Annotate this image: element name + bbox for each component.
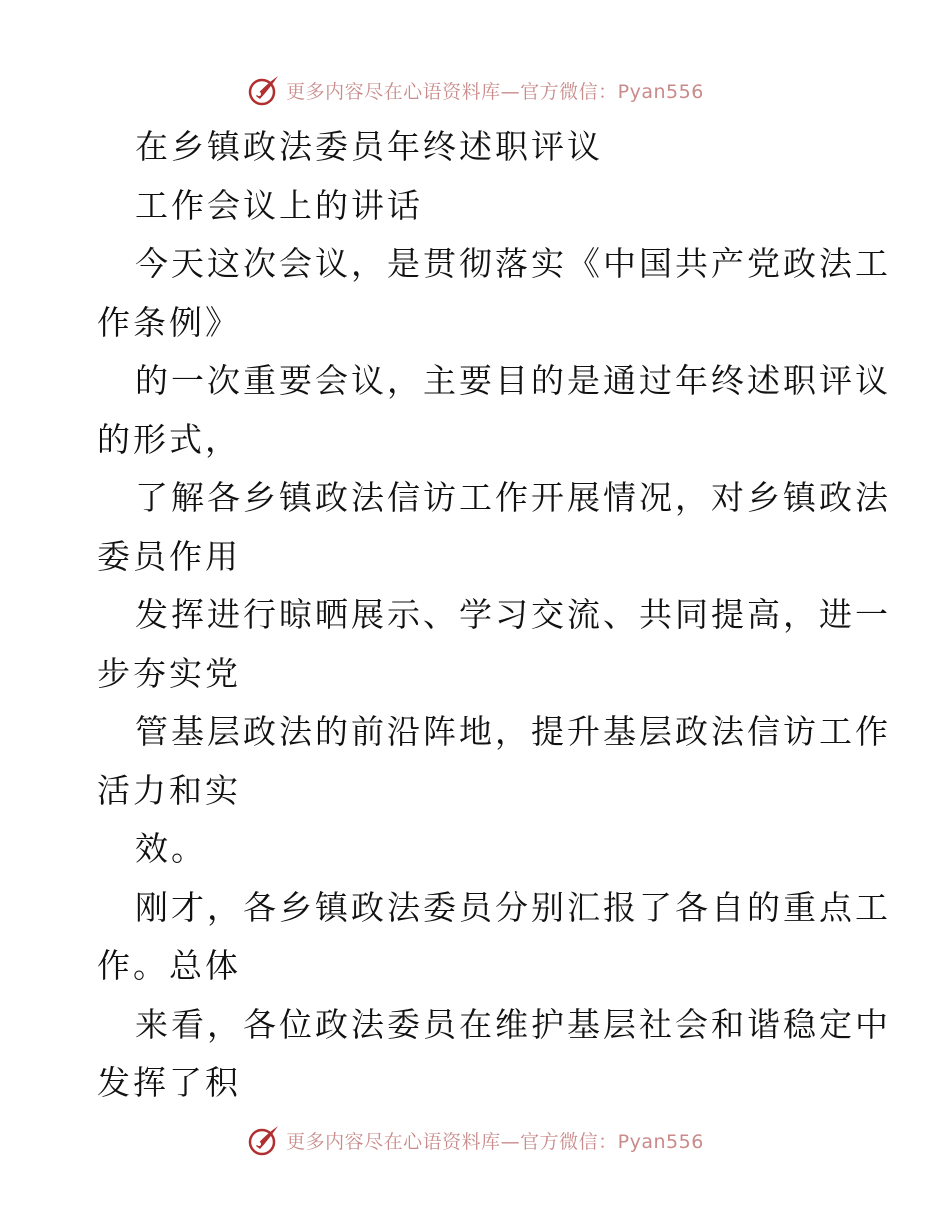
text-line: 管基层政法的前沿阵地，提升基层政法信访工作	[135, 712, 891, 751]
text-line: 发挥进行晾晒展示、学习交流、共同提高，进一	[135, 595, 891, 634]
text-line: 刚才，各乡镇政法委员分别汇报了各自的重点工	[135, 887, 891, 927]
document-body	[97, 118, 891, 1113]
text-line: 来看，各位政法委员在维护基层社会和谐稳定中	[135, 1004, 891, 1044]
text-line: 了解各乡镇政法信访工作开展情况，对乡镇政法	[135, 478, 891, 517]
text-line: 在乡镇政法委员年终述职评议	[135, 127, 603, 166]
text-line: 效。	[135, 829, 207, 868]
header-watermark	[0, 70, 950, 110]
quill-logo-icon	[246, 72, 282, 108]
watermark-text: 更多内容尽在心语资料库—官方微信：Pyan556	[286, 1130, 704, 1153]
text-line: 发挥了积	[97, 1063, 241, 1102]
text-line: 作条例》	[97, 302, 241, 342]
text-line: 的形式，	[97, 419, 241, 459]
text-line: 的一次重要会议，主要目的是通过年终述职评议	[135, 361, 891, 400]
text-line: 步夯实党	[97, 653, 241, 693]
text-line: 今天这次会议，是贯彻落实《中国共产党政法工	[135, 244, 891, 283]
quill-logo-icon	[246, 1122, 282, 1158]
text-line: 委员作用	[97, 536, 241, 576]
text-line: 工作会议上的讲话	[135, 185, 423, 225]
watermark-text: 更多内容尽在心语资料库—官方微信：Pyan556	[286, 80, 704, 103]
text-line: 活力和实	[97, 770, 241, 810]
text-line: 作。总体	[97, 946, 241, 985]
footer-watermark	[0, 1120, 950, 1160]
